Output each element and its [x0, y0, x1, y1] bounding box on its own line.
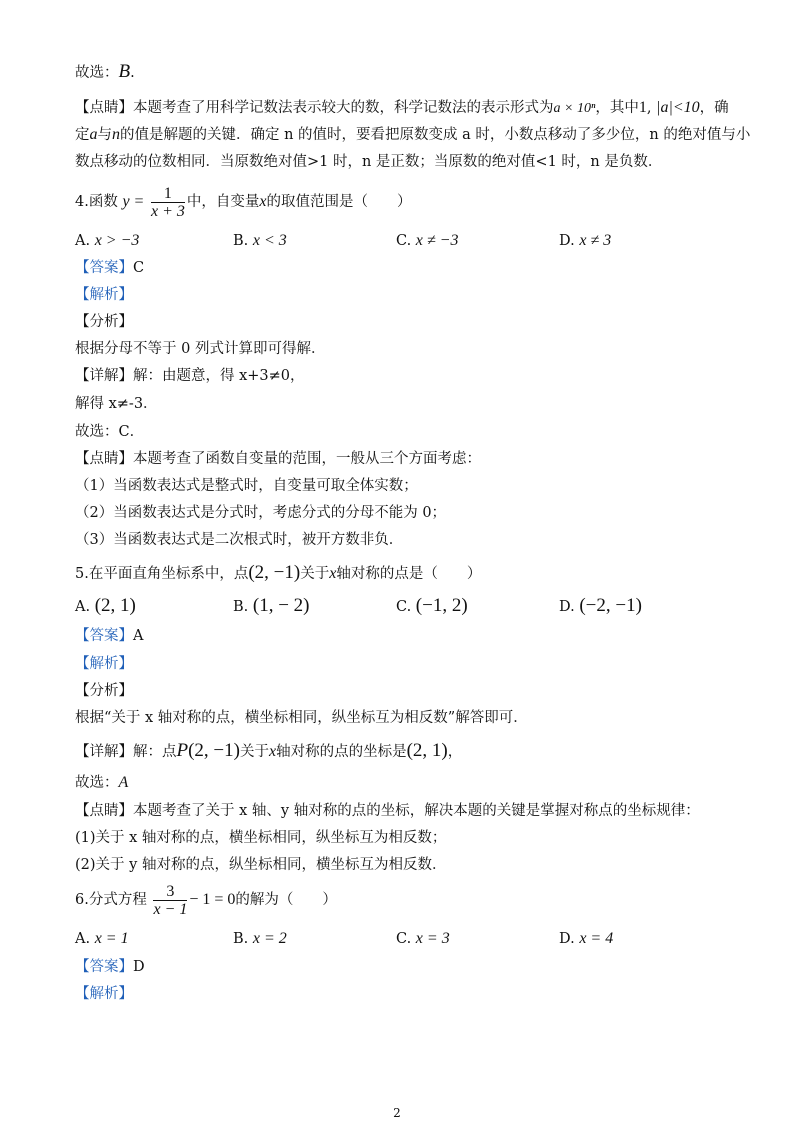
q5-option-c: C. (−1, 2): [396, 595, 468, 616]
q4-fenxi-label: 【分析】: [75, 314, 133, 330]
q5-note: 【点睛】本题考查了关于 x 轴、y 轴对称的点的坐标，解决本题的关键是掌握对称点的坐标规律：: [75, 803, 700, 819]
q4-choice: 故选：C．: [75, 424, 145, 440]
q4-option-d: D. x ≠ 3: [559, 232, 612, 249]
q4-detail-2: 解得 x≠-3．: [75, 396, 158, 412]
q4-option-b: B. x < 3: [233, 232, 287, 249]
q4-note: 【点睛】本题考查了函数自变量的范围，一般从三个方面考虑：: [75, 451, 481, 467]
q6-stem: 6.分式方程 $\frac{3}{x - 1}$ − 1 = 0的解为（ ）: [75, 882, 337, 918]
q6-analysis-label: 【解析】: [75, 986, 133, 1002]
q6-fraction: $\frac{3}{x - 1}$: [153, 882, 188, 918]
page-number: 2: [393, 1106, 401, 1120]
q3-note-line-2: 定a与n的值是解题的关键．确定 n 的值时，要看把原数变成 a 时，小数点移动了多少位，n 的绝对值与小: [75, 126, 751, 143]
q4-detail-1: 【详解】解：由题意，得 x+3≠0，: [75, 368, 305, 384]
q6-answer: 【答案】D: [75, 959, 145, 975]
q4-point-2: （2）当函数表达式是分式时，考虑分式的分母不能为 0；: [75, 505, 447, 521]
q4-point-1: （1）当函数表达式是整式时，自变量可取全体实数；: [75, 478, 418, 494]
q4-option-a: A. x > −3: [75, 232, 140, 249]
q5-analysis-label: 【解析】: [75, 656, 133, 672]
q6-option-b: B. x = 2: [233, 930, 287, 947]
q5-fenxi-label: 【分析】: [75, 683, 133, 699]
q5-option-a: A. (2, 1): [75, 595, 136, 616]
q5-point-1: (1)关于 x 轴对称的点，横坐标相同，纵坐标互为相反数；: [75, 830, 447, 846]
q5-option-d: D. (−2, −1): [559, 595, 642, 616]
q4-answer: 【答案】C: [75, 260, 145, 276]
q5-stem: 5.在平面直角坐标系中，点(2, −1)关于x轴对称的点是（ ）: [75, 562, 482, 583]
q4-analysis-label: 【解析】: [75, 287, 133, 303]
q3-choice: 故选：B.: [75, 61, 135, 82]
q6-option-c: C. x = 3: [396, 930, 450, 947]
q4-fenxi-text: 根据分母不等于 0 列式计算即可得解．: [75, 341, 326, 357]
q6-option-a: A. x = 1: [75, 930, 129, 947]
q5-choice: 故选：A: [75, 774, 129, 791]
q4-option-c: C. x ≠ −3: [396, 232, 459, 249]
q5-option-b: B. (1, − 2): [233, 595, 310, 616]
q5-fenxi-text: 根据“关于 x 轴对称的点，横坐标相同，纵坐标互为相反数”解答即可．: [75, 710, 528, 726]
q5-point-2: (2)关于 y 轴对称的点，纵坐标相同，横坐标互为相反数．: [75, 857, 447, 873]
q4-stem: 4.函数 y = $\frac{1}{x + 3}$ 中，自变量x的取值范围是（ ）: [75, 184, 412, 220]
q3-note-line-3: 数点移动的位数相同．当原数绝对值>1 时，n 是正数；当原数的绝对值<1 时，n 是负数．: [75, 154, 663, 170]
q3-note-line-1: 【点睛】本题考查了用科学记数法表示较大的数，科学记数法的表示形式为a × 10ⁿ，其中1, |a|<10，确: [75, 99, 729, 116]
q5-answer: 【答案】A: [75, 628, 144, 644]
q4-point-3: （3）当函数表达式是二次根式时，被开方数非负．: [75, 532, 404, 548]
q5-detail: 【详解】解：点P(2, −1)关于x轴对称的点的坐标是(2, 1)，: [75, 740, 463, 761]
q4-fraction: $\frac{1}{x + 3}$: [150, 184, 185, 220]
q6-option-d: D. x = 4: [559, 930, 614, 947]
